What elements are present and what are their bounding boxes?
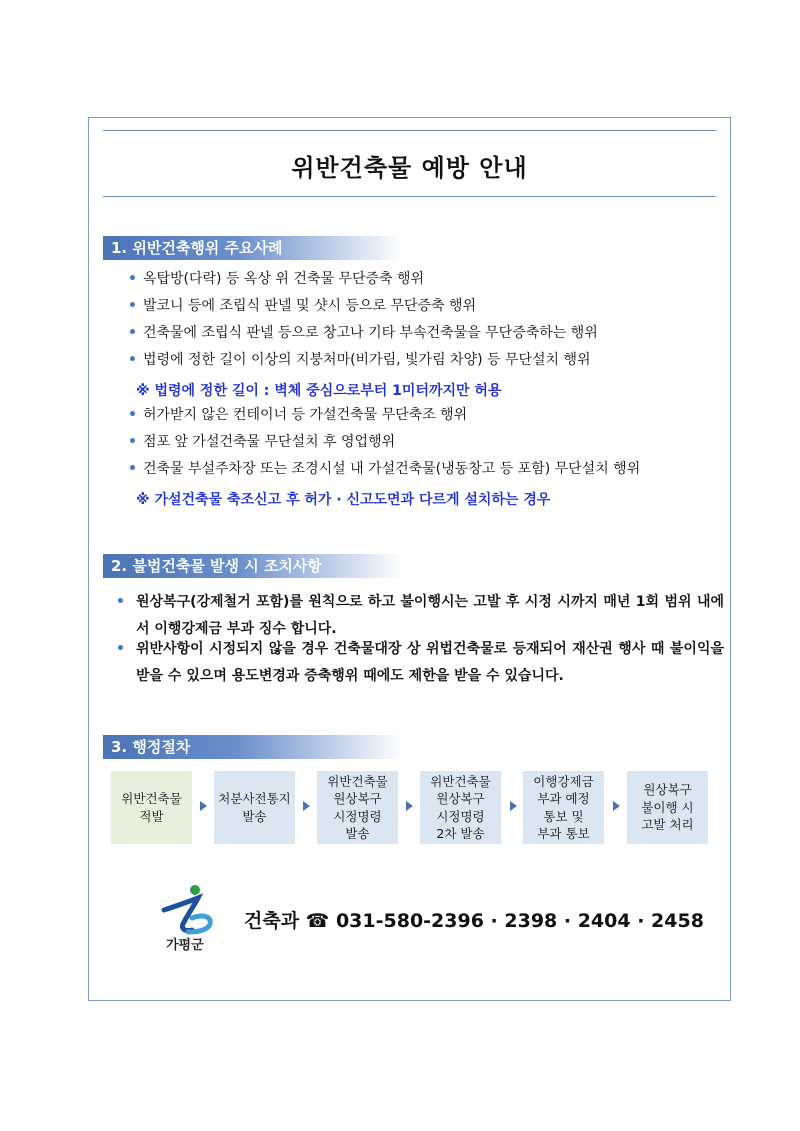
list-item: • 건축물에 조립식 판넬 등으로 창고나 기타 부속건축물을 무단증축하는 행위 [128, 325, 598, 341]
bullet-icon: • [128, 298, 137, 314]
list-item: • 법령에 정한 길이 이상의 지붕처마(비가림, 빛가림 차양) 등 무단설치 행위 [128, 352, 591, 368]
section3-heading: 3. 행정절차 [103, 735, 403, 759]
bullet-icon: • [116, 641, 125, 657]
process-step: 원상복구 불이행 시 고발 처리 [627, 771, 708, 844]
bullet-icon: • [128, 271, 137, 287]
arrow-right-icon [406, 801, 413, 811]
title-bottom-rule [103, 196, 716, 197]
page-title: 위반건축물 예방 안내 [291, 154, 528, 182]
bullet-icon: • [128, 352, 137, 368]
bullet-icon: • [128, 434, 137, 450]
list-item: • 발코니 등에 조립식 판넬 및 샷시 등으로 무단증축 행위 [128, 298, 477, 314]
section1-heading: 1. 위반건축행위 주요사례 [103, 236, 403, 260]
note-length-limit: ※ 법령에 정한 길이 : 벽체 중심으로부터 1미터까지만 허용 [136, 383, 502, 399]
bullet-icon: • [116, 594, 125, 610]
list-item: • 허가받지 않은 컨테이너 등 가설건축물 무단축조 행위 [128, 407, 468, 423]
contact-info: 건축과 ☎ 031-580-2396 · 2398 · 2404 · 2458 [244, 910, 704, 932]
paragraph: • 위반사항이 시정되지 않을 경우 건축물대장 상 위법건축물로 등재되어 재산권 행사 때 불이익을 받을 수 있으며 용도변경과 증축행위 때에도 제한을 받을 수 있습니다. [118, 636, 724, 690]
bullet-icon: • [128, 325, 137, 341]
process-step: 위반건축물 원상복구 시정명령 발송 [317, 771, 398, 844]
note-temporary-building: ※ 가설건축물 축조신고 후 허가 · 신고도면과 다르게 설치하는 경우 [136, 492, 551, 508]
title-top-rule [103, 130, 716, 131]
list-item: • 옥탑방(다락) 등 옥상 위 건축물 무단증축 행위 [128, 271, 425, 287]
process-step: 위반건축물 원상복구 시정명령 2차 발송 [420, 771, 501, 844]
process-step: 이행강제금 부과 예정 통보 및 부과 통보 [523, 771, 604, 844]
logo-text: 가평군 [166, 938, 204, 953]
list-item: • 점포 앞 가설건축물 무단설치 후 영업행위 [128, 434, 396, 450]
arrow-right-icon [303, 801, 310, 811]
arrow-right-icon [200, 801, 207, 811]
paragraph: • 원상복구(강제철거 포함)를 원칙으로 하고 불이행시는 고발 후 시정 시까지 매년 1회 범위 내에서 이행강제금 부과 징수 합니다. [118, 589, 724, 643]
bullet-icon: • [128, 461, 137, 477]
bullet-icon: • [128, 407, 137, 423]
process-step: 위반건축물 적발 [111, 771, 192, 844]
arrow-right-icon [613, 801, 620, 811]
section2-heading: 2. 불법건축물 발생 시 조치사항 [103, 554, 403, 578]
process-step: 처분사전통지 발송 [214, 771, 295, 844]
arrow-right-icon [510, 801, 517, 811]
list-item: • 건축물 부설주차장 또는 조경시설 내 가설건축물(냉동창고 등 포함) 무단설치 행위 [128, 461, 641, 477]
